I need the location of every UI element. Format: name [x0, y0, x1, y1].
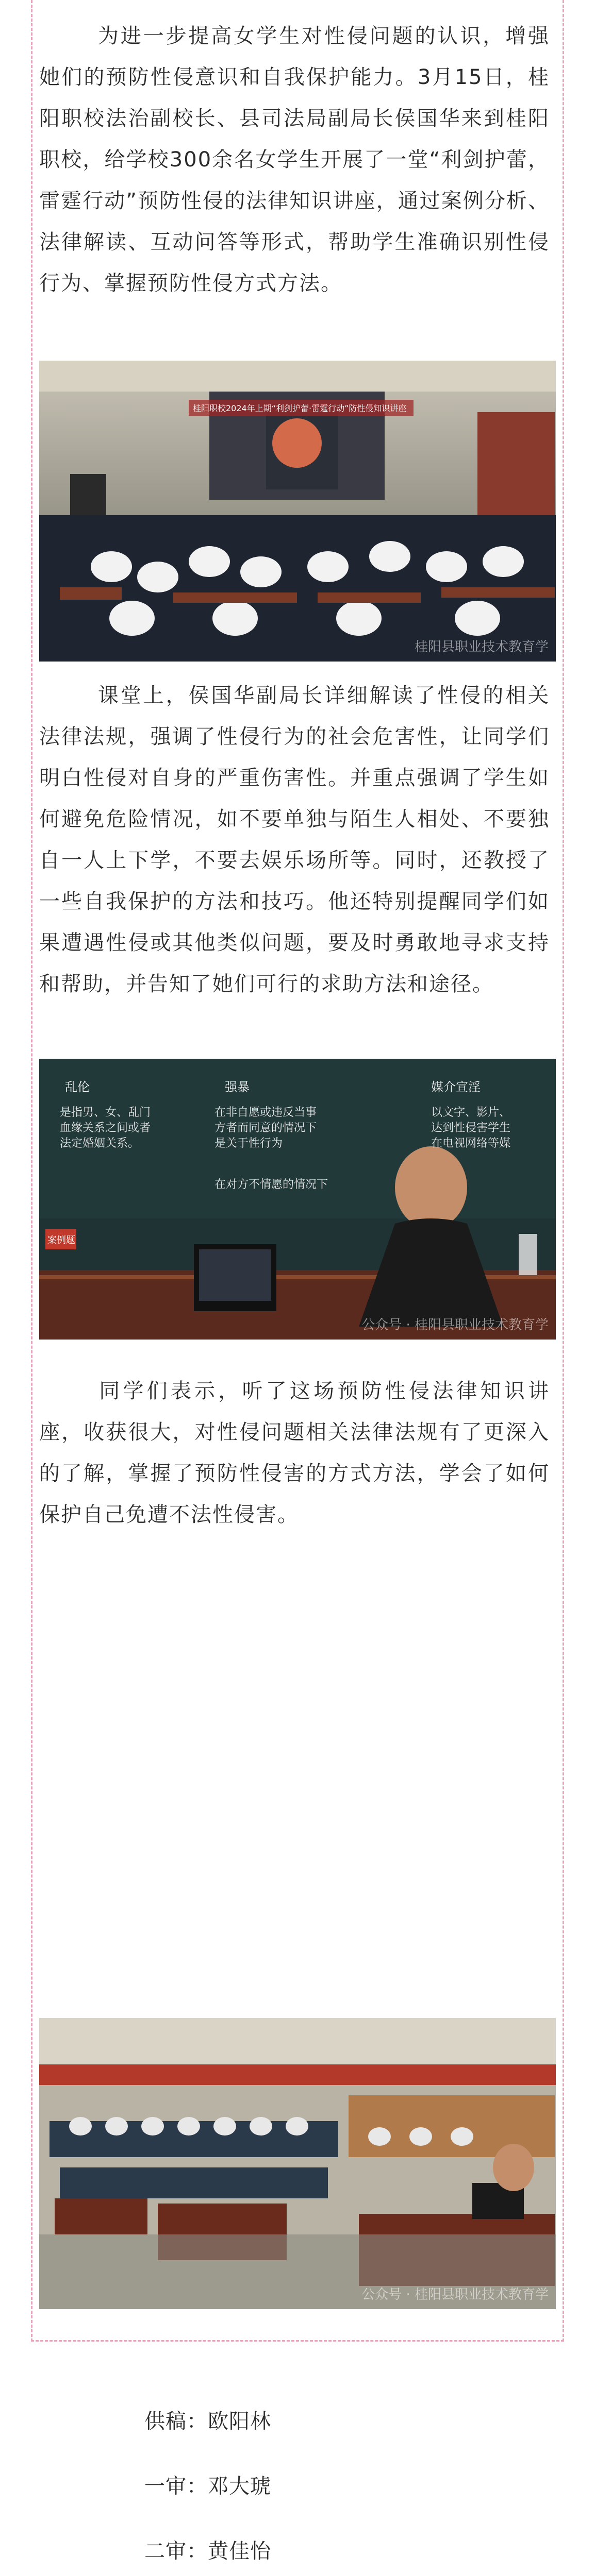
slide-line: 法定婚姻关系。 — [60, 1137, 140, 1150]
speaker-illustration — [39, 1059, 556, 1340]
credit-name: 邓大琥 — [208, 2475, 271, 2498]
slide-line: 是关于性行为 — [214, 1137, 283, 1150]
credit-row-review-2 — [144, 2535, 271, 2564]
slide-heading-1: 乱伦 — [65, 1080, 90, 1094]
photo-audience — [39, 2018, 556, 2309]
slide-banner: 桂阳职校2024年上期“利剑护蕾·雷霆行动”防性侵知识讲座 — [189, 400, 414, 416]
slide-heading-3: 媒介宣淫 — [431, 1080, 481, 1094]
audience-illustration — [39, 2018, 556, 2309]
credit-name: 欧阳林 — [208, 2410, 271, 2433]
credit-label: 供稿： — [144, 2410, 208, 2433]
photo-watermark: 桂阳县职业技术教育学 — [414, 639, 549, 655]
credit-name: 黄佳怡 — [208, 2539, 271, 2563]
slide-line: 血缘关系之间或者 — [60, 1122, 151, 1134]
slide-line: 在对方不情愿的情况下 — [214, 1178, 328, 1191]
credit-row-writer — [144, 2405, 271, 2434]
photo-watermark: 公众号 · 桂阳县职业技术教育学 — [361, 2287, 549, 2302]
slide-line: 在电视网络等媒 — [431, 1137, 511, 1150]
credit-label: 二审： — [144, 2539, 208, 2563]
article-paragraph-3: 同学们表示，听了这场预防性侵法律知识讲座，收获很大，对性侵问题相关法律法规有了更深入的了解，掌握了预防性侵害的方式方法，学会了如何保护自己免遭不法性侵害。 — [39, 1379, 550, 1527]
slide-line: 以文字、影片、 — [431, 1106, 511, 1119]
photo-speaker — [39, 1059, 556, 1340]
photo-watermark: 公众号 · 桂阳县职业技术教育学 — [361, 1317, 549, 1333]
photo-lecture-hall — [39, 361, 556, 662]
credit-label: 一审： — [144, 2475, 208, 2498]
slide-line: 在非自愿或违反当事 — [214, 1106, 317, 1119]
slide-line: 方者而同意的情况下 — [214, 1122, 317, 1134]
slide-line: 达到性侵害学生 — [431, 1122, 511, 1134]
credit-row-review-1 — [144, 2470, 271, 2499]
slide-line: 是指男、女、乱门 — [60, 1106, 151, 1119]
article-paragraph-2: 课堂上，侯国华副局长详细解读了性侵的相关法律法规，强调了性侵行为的社会危害性，让同学们明白性侵对自身的严重伤害性。并重点强调了学生如何避免危险情况，如不要单独与陌生人相处、不要独自一人上下学，不要去娱乐场所等。同时，还教授了一些自我保护的方法和技巧。他还特别提醒同学们如果遭遇性侵或其他类似问题，要及时勇敢地寻求支持和帮助，并告知了她们可行的求助方法和途径。 — [39, 684, 550, 996]
article-paragraph-1: 为进一步提高女学生对性侵问题的认识，增强她们的预防性侵意识和自我保护能力。3月15日，桂阳职校法治副校长、县司法局副局长侯国华来到桂阳职校，给学校300余名女学生开展了一堂“利剑护蕾，雷霆行动”预防性侵的法律知识讲座，通过案例分析、法律解读、互动问答等形式，帮助学生准确识别性侵行为、掌握预防性侵方式方法。 — [39, 24, 550, 295]
slide-heading-2: 强暴 — [225, 1080, 250, 1094]
slide-badge: 案例题 — [47, 1235, 75, 1246]
